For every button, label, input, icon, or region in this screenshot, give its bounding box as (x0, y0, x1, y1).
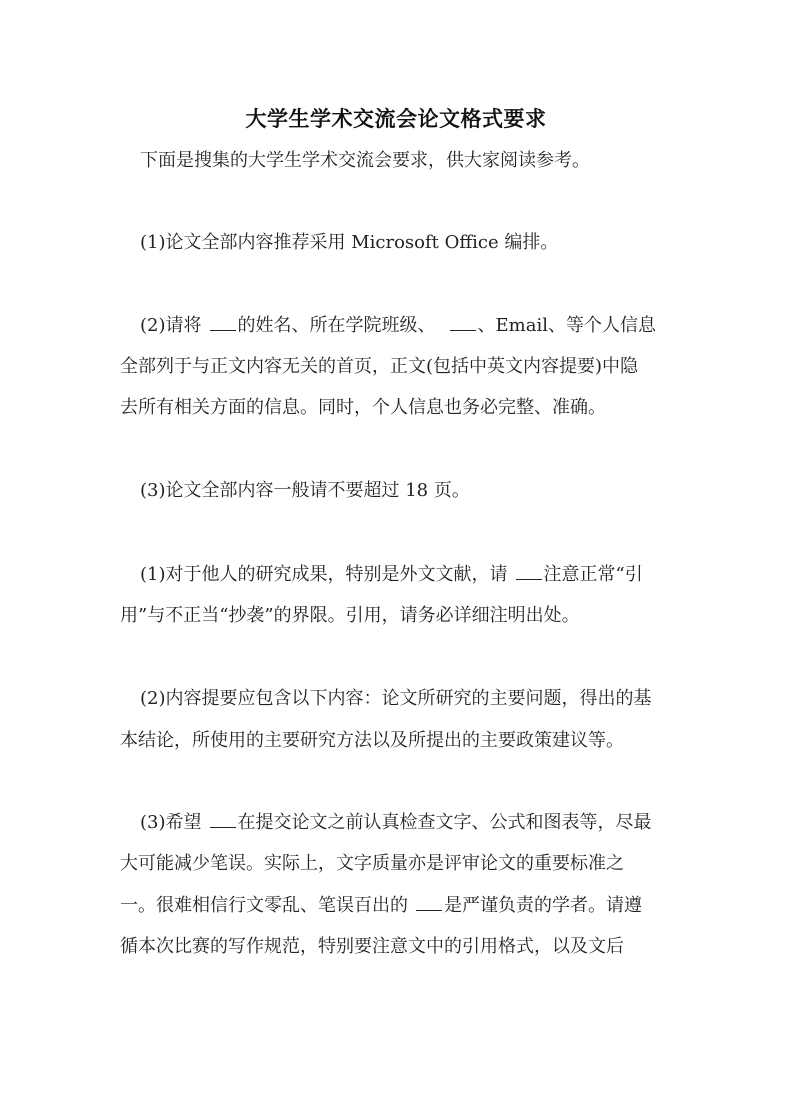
blank-underline (516, 563, 542, 580)
blank-underline (210, 811, 236, 828)
text-segment: 注意正常“引 (543, 564, 643, 585)
text-segment: (1)对于他人的研究成果，特别是外文文献，请 (140, 564, 508, 585)
paragraph-2-line-3: 去所有相关方面的信息。同时，个人信息也务必完整、准确。 (120, 397, 606, 418)
blank-underline (450, 314, 476, 331)
paragraph-2-line-1 (140, 314, 700, 338)
blank-underline (210, 314, 236, 331)
paragraph-5-line-2: 本结论，所使用的主要研究方法以及所提出的主要政策建议等。 (120, 730, 624, 751)
paragraph-6-line-2: 大可能减少笔误。实际上，文字质量亦是评审论文的重要标准之 (120, 853, 624, 874)
paragraph-4-line-2: 用”与不正当“抄袭”的界限。引用，请务必详细注明出处。 (120, 605, 580, 626)
paragraph-3: (3)论文全部内容一般请不要超过 18 页。 (140, 480, 470, 501)
paragraph-4-line-1 (140, 563, 700, 587)
text-segment: (3)希望 (140, 812, 202, 833)
document-title: 大学生学术交流会论文格式要求 (245, 106, 547, 131)
paragraph-2-line-2: 全部列于与正文内容无关的首页，正文(包括中英文内容提要)中隐 (120, 356, 639, 377)
paragraph-6-line-1 (140, 811, 700, 835)
text-segment: (2)请将 (140, 315, 202, 336)
paragraph-6-line-4: 循本次比赛的写作规范，特别要注意文中的引用格式，以及文后 (120, 936, 624, 957)
paragraph-1: (1)论文全部内容推荐采用 Microsoft Office 编排。 (140, 232, 559, 253)
paragraph-5-line-1: (2)内容提要应包含以下内容：论文所研究的主要问题，得出的基 (140, 688, 652, 709)
paragraph-6-line-3 (120, 894, 680, 918)
text-segment: 、Email、等个人信息 (477, 315, 656, 336)
text-segment: 一。很难相信行文零乱、笔误百出的 (120, 895, 408, 916)
blank-underline (416, 894, 442, 911)
text-segment: 的姓名、所在学院班级、 (237, 315, 436, 336)
text-segment: 在提交论文之前认真检查文字、公式和图表等，尽最 (237, 812, 652, 833)
text-segment: 是严谨负责的学者。请遵 (444, 895, 642, 916)
intro-paragraph: 下面是搜集的大学生学术交流会要求，供大家阅读参考。 (140, 150, 590, 171)
